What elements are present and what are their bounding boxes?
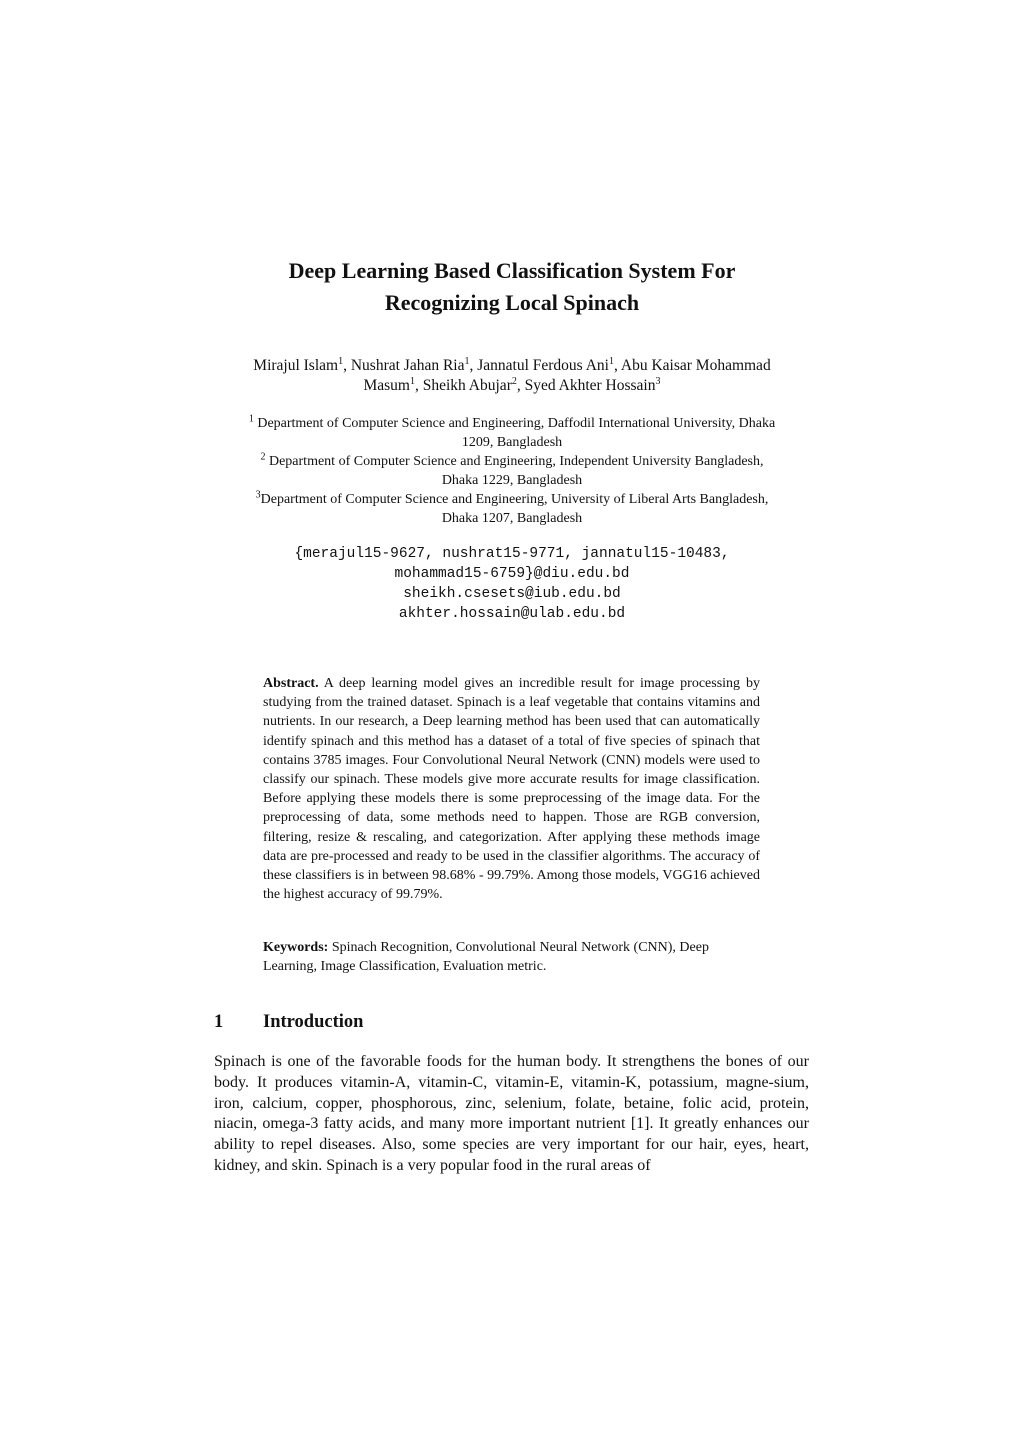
affiliation-mark: 3 (255, 489, 261, 501)
title-line-1: Deep Learning Based Classification System For (288, 258, 736, 283)
affiliation-mark: 1 (248, 413, 254, 425)
section-number: 1 (214, 1012, 224, 1032)
abstract-text: A deep learning model gives an incredible result for image processing by studying from the trained dataset. Spinach is a leaf vegetable that contains vitamins and nutrients. In our research, a Deep learning method has been used that can automatically identify spinach and this method has a dataset of a total of five species of spinach that contains 3785 images. Four Convolutional Neural Network (CNN) models were used to classify our spinach. These models give more accurate results for image classification. Before applying these models there is some preprocessing of the image data. For the preprocessing of data, some methods need to happen. Those are RGB conversion, filtering, resize & rescaling, and categorization. After applying these methods image data are pre-processed and ready to be used in the classifier algorithms. The accuracy of these classifiers is in between 98.68% - 99.79%. Among those models, VGG16 achieved the highest accuracy of 99.79%. (263, 676, 760, 903)
author-name: Jannatul Ferdous Ani (477, 357, 609, 374)
author-affil-mark: 2 (511, 375, 517, 387)
affiliation-list (0, 414, 1024, 528)
keywords-label: Keywords: (263, 940, 329, 955)
email-line: mohammad15-6759}@diu.edu.bd (394, 566, 630, 582)
email-line: {merajul15-9627, nushrat15-9771, jannatul15-10483, (294, 546, 730, 562)
author-affil-mark: 3 (655, 375, 661, 387)
affiliation-text: Department of Computer Science and Engineering, Daffodil International University, Dhaka (253, 416, 776, 431)
section-heading (214, 1010, 363, 1034)
author-name: Nushrat Jahan Ria (350, 357, 465, 374)
author-list (0, 356, 1024, 396)
email-line: sheikh.csesets@iub.edu.bd (403, 586, 621, 602)
email-line: akhter.hossain@ulab.edu.bd (398, 606, 626, 622)
affiliation-mark: 2 (260, 451, 266, 463)
author-name: Sheikh Abujar (422, 377, 512, 394)
email-list (0, 544, 1024, 624)
author-affil-mark: 1 (338, 355, 344, 367)
keywords (263, 938, 760, 976)
section-title: Introduction (263, 1012, 364, 1032)
affiliation-line (0, 414, 1024, 433)
title-line-2: Recognizing Local Spinach (384, 290, 640, 315)
affiliation-line: Dhaka 1229, Bangladesh (441, 473, 583, 488)
author-affil-mark: 1 (409, 375, 415, 387)
keywords-text: Spinach Recognition, Convolutional Neural Network (CNN), Deep Learning, Image Classification, Evaluation metric. (263, 940, 709, 975)
affiliation-line: Dhaka 1207, Bangladesh (441, 511, 583, 526)
intro-paragraph: Spinach is one of the favorable foods for the human body. It strengthens the bones of our body. It produces vitamin-A, vitamin-C, vitamin-E, vitamin-K, potassium, magne-sium, iron, calcium, copper, phosphorous, zinc, selenium, folate, betaine, folic acid, protein, niacin, omega-3 fatty acids, and many more important nutrient [1]. It greatly enhances our ability to repel diseases. Also, some species are very important for our hair, eyes, heart, kidney, and skin. Spinach is a very popular food in the rural areas of (214, 1053, 809, 1174)
author-name-part: Abu Kaisar Mohammad (620, 357, 771, 374)
author-name: Mirajul Islam (253, 357, 339, 374)
abstract (263, 674, 760, 904)
paper-title (0, 255, 1024, 319)
author-name-part: Masum (363, 377, 410, 394)
author-line-1: Mirajul Islam$^1$, Nushrat Jahan Ria$^1$, Jannatul Ferdous Ani$^1$, Abu Kaisar Mohammad (253, 355, 771, 374)
affiliation-line: 1209, Bangladesh (461, 435, 563, 450)
author-name: Syed Akhter Hossain (524, 377, 656, 394)
affiliation-line (0, 490, 1024, 509)
affiliation-line (0, 452, 1024, 471)
abstract-label: Abstract. (263, 676, 319, 691)
affiliation-text: Department of Computer Science and Engineering, University of Liberal Arts Bangladesh, (260, 492, 769, 507)
affiliation-text: Department of Computer Science and Engineering, Independent University Bangladesh, (265, 454, 764, 469)
author-affil-mark: 1 (464, 355, 470, 367)
author-line-2: Masum$^1$, Sheikh Abujar$^2$, Syed Akhter Hossain$^3$ (363, 375, 661, 394)
author-affil-mark: 1 (608, 355, 614, 367)
